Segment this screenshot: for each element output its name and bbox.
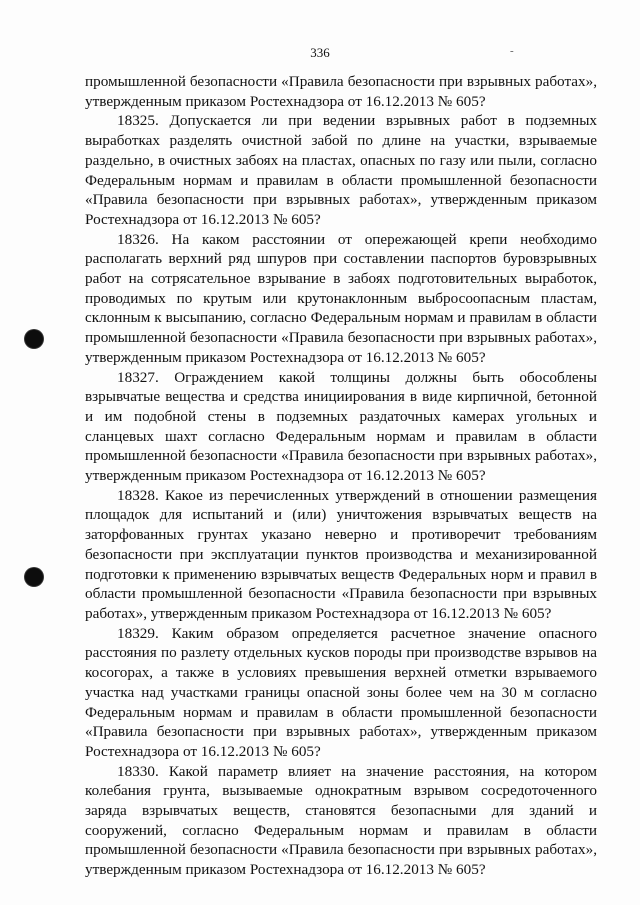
question-18329: 18329. Каким образом определяется расчетное значение опасного расстояния по разлету отдельных кусков породы при производстве взрывов на косогорах, а также в условиях превышения верхней отметки взрываемого участка над участками границы опасной зоны более чем на 30 м согласно Федеральным нормам и правилам в области промышленной безопасности «Правила безопасности при взрывных работах», утвержденным приказом Ростехнадзора от 16.12.2013 № 605? <box>85 624 597 760</box>
question-18330: 18330. Какой параметр влияет на значение расстояния, на котором колебания грунта, вызываемые однократным взрывом сосредоточенного заряда взрывчатых веществ, становятся безопасными для зданий и сооружений, согласно Федеральным нормам и правилам в области промышленной безопасности «Правила безопасности при взрывных работах», утвержденным приказом Ростехнадзора от 16.12.2013 № 605? <box>85 762 597 879</box>
page-number: 336 <box>310 45 330 60</box>
question-18325: 18325. Допускается ли при ведении взрывных работ в подземных выработках разделять очистной забой по длине на участки, взрываемые раздельно, в очистных забоях на пластах, опасных по газу или пыли, согласно Федеральным нормам и правилам в области промышленной безопасности «Правила безопасности при взрывных работах», утвержденным приказом Ростехнадзора от 16.12.2013 № 605? <box>85 112 597 228</box>
document-body <box>85 72 597 880</box>
question-18326: 18326. На каком расстоянии от опережающей крепи необходимо располагать верхний ряд шпуров при составлении паспортов буровзрывных работ на сотрясательное взрывание в забоях подготовительных выработок, проводимых по крутым или крутонаклонным выбросоопасным пластам, склонным к высыпанию, согласно Федеральным нормам и правилам в области промышленной безопасности «Правила безопасности при взрывных работах», утвержденным приказом Ростехнадзора от 16.12.2013 № 605? <box>85 230 597 366</box>
question-18328: 18328. Какое из перечисленных утверждений в отношении размещения площадок для испытаний и (или) уничтожения взрывчатых веществ на заторфованных грунтах указано неверно и противоречит требованиям безопасности при эксплуатации пунктов производства и механизированной подготовки к применению взрывчатых веществ Федеральных норм и правил в области промышленной безопасности «Правила безопасности при взрывных работах», утвержденным приказом Ростехнадзора от 16.12.2013 № 605? <box>85 486 597 622</box>
binder-hole-icon <box>25 330 43 348</box>
question-18327: 18327. Ограждением какой толщины должны быть обособлены взрывчатые вещества и средства инициирования в виде кирпичной, бетонной и им подобной стены в подземных раздаточных камерах угольных и сланцевых шахт согласно Федеральным нормам и правилам в области промышленной безопасности «Правила безопасности при взрывных работах», утвержденным приказом Ростехнадзора от 16.12.2013 № 605? <box>85 368 597 485</box>
corner-mark: - <box>510 45 514 57</box>
binder-hole-icon <box>25 568 43 586</box>
paragraph-continuation: промышленной безопасности «Правила безопасности при взрывных работах», утвержденным приказом Ростехнадзора от 16.12.2013 № 605? <box>85 73 597 110</box>
